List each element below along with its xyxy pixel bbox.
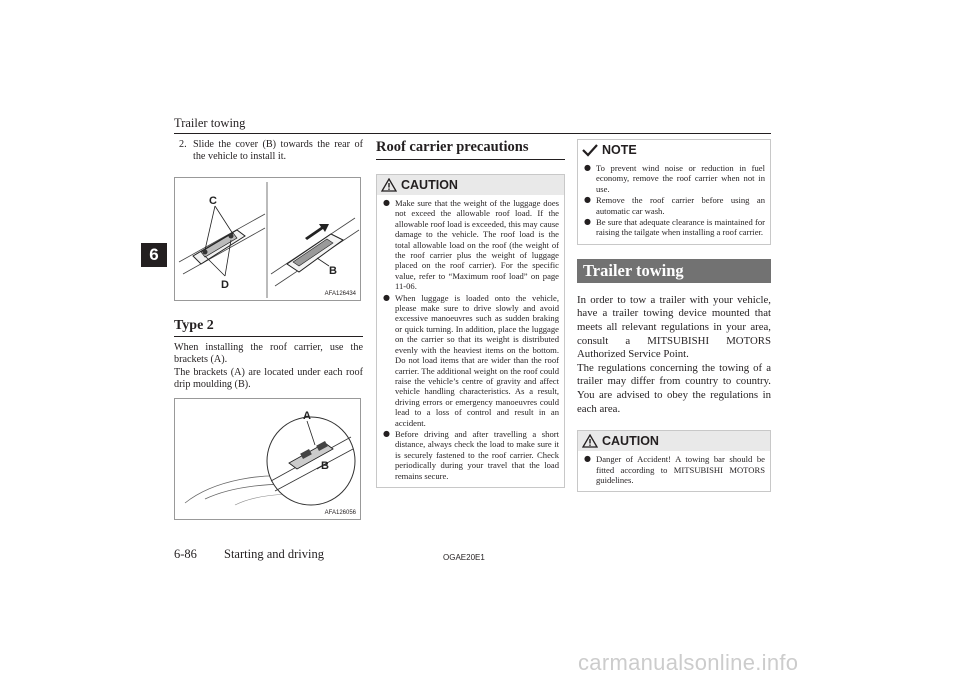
paragraph: The brackets (A) are located under each roof drip moulding (B).: [174, 366, 363, 391]
footer-section-title: Starting and driving: [224, 547, 324, 561]
caution-box: [577, 430, 771, 492]
label-c: C: [209, 195, 217, 207]
label-d: D: [221, 279, 229, 291]
note-label: NOTE: [602, 143, 637, 157]
chapter-tab: 6: [141, 243, 167, 267]
column-left: [174, 139, 363, 164]
paragraph: The regulations concerning the towing of a trailer may differ from country to country. You are advised to obey the regulations in each area.: [577, 361, 771, 415]
watermark: carmanualsonline.info: [578, 650, 799, 675]
checkmark-icon: [582, 143, 598, 157]
page-number: 6-86: [174, 547, 197, 561]
caution-header: [578, 431, 770, 451]
caution-body: [377, 195, 564, 487]
type-2-heading: Type 2: [174, 318, 214, 333]
warning-triangle-icon: [582, 434, 598, 448]
section-banner: Trailer towing: [577, 259, 771, 283]
step-text: Slide the cover (B) towards the rear of the vehicle to install it.: [193, 139, 363, 163]
step-2: [179, 139, 363, 164]
roof-rail-cover-illustration: [175, 178, 361, 301]
column-middle: [376, 139, 565, 488]
bullet-icon: ●: [584, 163, 591, 172]
note-item: ● Remove the roof carrier before using an automatic car wash.: [584, 195, 765, 216]
label-b: B: [329, 265, 337, 277]
figure-cover-install: [174, 177, 361, 301]
figure-code: AFA126056: [324, 510, 356, 516]
header-rule: [174, 133, 771, 134]
bullet-icon: ●: [383, 292, 390, 302]
bullet-icon: ●: [383, 428, 390, 438]
note-body: [578, 160, 770, 244]
column-right: [577, 139, 771, 492]
running-header: Trailer towing: [174, 116, 246, 130]
caution-body: [578, 451, 770, 491]
roof-bracket-illustration: [175, 399, 361, 520]
note-box: [577, 139, 771, 245]
note-item: ● Be sure that adequate clearance is maintained for raising the tailgate when installing a roof carrier.: [584, 217, 765, 238]
note-header: [578, 140, 770, 160]
step-number: 2.: [179, 139, 187, 150]
label-a: A: [303, 410, 311, 422]
caution-item: ● Make sure that the weight of the luggage does not exceed the allowable roof load. If the allowable roof load is exceeded, this may cause damage to the vehicle. The roof load is the total allowable load on the roof (the weight of the roof carrier plus the weight of luggage placed on the roof carrier). For the specific value, refer to “Maximum roof load” on page 11-06.: [383, 198, 559, 292]
document-code: OGAE20E1: [443, 553, 485, 562]
note-item: ● To prevent wind noise or reduction in fuel economy, remove the roof carrier when not in use.: [584, 163, 765, 194]
caution-item: ● When luggage is loaded onto the vehicle, please make sure to drive slowly and avoid excessive manoeuvres such as sudden braking or quick turning. In addition, place the luggage on the carrier so that its weight is distributed evenly with the heaviest items on the bottom. Do not load items that are wider than the roof carrier. The additional weight on the roof could raise the vehicle’s centre of gravity and affect vehicle handling characteristics. As a result, driving errors or emergency manoeuvres could lead to a loss of control and result in an accident.: [383, 292, 559, 428]
caution-item: ● Danger of Accident! A towing bar should be fitted according to MITSUBISHI MOTORS guidelines.: [584, 454, 765, 485]
caution-box: [376, 174, 565, 488]
figure-brackets: [174, 398, 361, 520]
column-left-lower: [174, 318, 363, 392]
figure-code: AFA126434: [324, 291, 356, 297]
heading-rule: [174, 336, 363, 337]
caution-label: CAUTION: [602, 434, 659, 449]
paragraph: In order to tow a trailer with your vehicle, have a trailer towing device mounted that meets all relevant regulations in your area, consult a MITSUBISHI MOTORS Authorized Service Point.: [577, 293, 771, 361]
bullet-icon: ●: [584, 195, 591, 205]
section-heading: Roof carrier precautions: [376, 139, 565, 160]
caution-header: [377, 175, 564, 195]
caution-item: ● Before driving and after travelling a short distance, always check the load to make sure it is securely fastened to the roof carrier. Check periodically during your travel that the load remains secure.: [383, 428, 559, 481]
paragraph: When installing the roof carrier, use the brackets (A).: [174, 342, 363, 366]
bullet-icon: ●: [584, 454, 591, 464]
bullet-icon: ●: [383, 198, 390, 207]
bullet-icon: ●: [584, 217, 591, 227]
warning-triangle-icon: [381, 178, 397, 192]
caution-label: CAUTION: [401, 178, 458, 192]
label-b: B: [321, 460, 329, 472]
